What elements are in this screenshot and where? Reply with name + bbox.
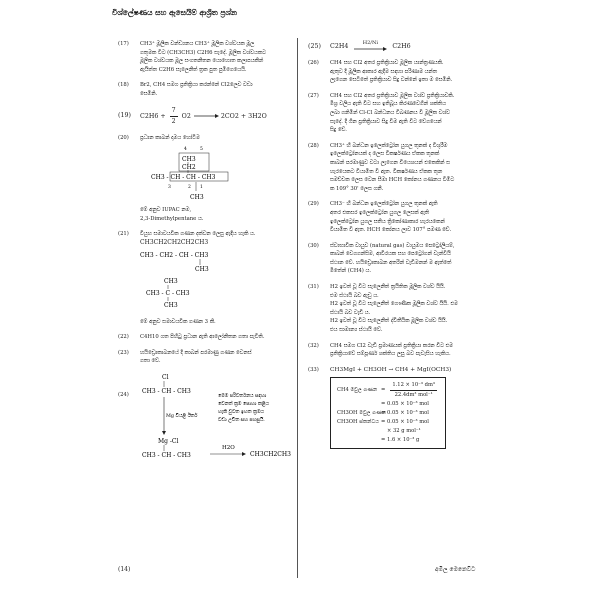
reagent: Mg වියළි ඊතර් <box>166 413 198 419</box>
text-line: සිදු වේ. <box>330 127 347 134</box>
text-line: ඉලෙක්ට්‍රෝනයක් ද ලෙස විකර්ෂණය ඒකක තුනක් <box>330 151 440 158</box>
right-column <box>308 40 486 456</box>
question-number: (20) <box>118 134 129 141</box>
text-line: හයිඩ්‍රොකාබනයේ දී කාබන් පරමාණු ගණන වෙනස් <box>140 349 252 356</box>
fraction-numerator: 1.12 × 10⁻³ dm³ <box>390 381 437 391</box>
group-cl: Cl <box>162 373 169 381</box>
text-line: හැරයෙකට වියාමිත වී ඇත. විකර්ෂණය ඒකක තුන <box>330 168 443 175</box>
text-line: අතර එකසර ඉලෙක්ට්‍රෝන යුගල ලෙසක් ඇති <box>330 209 430 216</box>
calc-label: CH4 මවුල ගණන <box>337 387 378 394</box>
chain: CH3 - CH - CH3 <box>142 387 191 395</box>
footer-author: අමිල මෙනෙවිට <box>435 566 476 573</box>
calc-line: × 32 g mol⁻¹ <box>387 428 421 435</box>
fraction <box>390 381 437 400</box>
question-28 <box>308 142 486 194</box>
iupac-name: 2,3-Dimethylpentane ය. <box>140 215 204 222</box>
question-19 <box>118 106 298 127</box>
isomer-2-chain: CH3 - CH2 - CH - CH3 <box>140 251 209 259</box>
fraction <box>170 106 178 127</box>
grignard: Mg -Cl <box>158 437 179 445</box>
question-29 <box>308 200 486 234</box>
question-number: (32) <box>308 342 319 349</box>
text-line: එය සාමාන්‍ය ස්ථායි වේ. <box>330 327 383 334</box>
question-number: (30) <box>308 242 319 249</box>
main-chain: CH3 - CH - CH - CH3 <box>151 174 216 182</box>
calc-result: = 1.6 × 10⁻³ g <box>381 437 420 444</box>
question-number: (17) <box>118 41 129 47</box>
fraction-denominator: 22.4dm³ mol⁻¹ <box>394 392 433 399</box>
calc-line: = 0.05 × 10⁻³ mol <box>381 401 429 408</box>
calc-line: = 0.05 × 10⁻³ mol <box>381 410 429 417</box>
text-line: සමච්චක ලෙස වෙන සීමා HCH කෝනය ගණනය වීමිට <box>330 177 455 184</box>
grignard-scheme <box>140 373 300 485</box>
calculation-box <box>330 377 446 449</box>
question-number: (26) <box>308 60 319 66</box>
reactant: C2H4 <box>330 43 349 50</box>
text-line: C4H10 ගත පිහිටු ප්‍රධාන ඇති ආලෝනීතන ගතා පැවීති. <box>140 334 265 341</box>
carbon-number: 2 <box>188 185 191 191</box>
text-line: වියුහ සමාවයවික ගණන දක්වන ලෙසු ඇඳිය හැකි ය. <box>140 231 256 238</box>
text-line: ස්ථාන වේ. හයිඩ්‍රොකාබන අතරින් වැඩිමනන් ම ඇත්තේ <box>330 259 452 266</box>
equation-rhs: 2CO2 + 3H2O <box>220 112 267 120</box>
chain: CH3 - CH - CH3 <box>142 451 191 459</box>
question-24 <box>118 373 298 485</box>
text-line: ප්‍රතික්‍රියාවේ සම්පූර්ණ ශක්තිය ලඝු බව පැවැසිය හැකිය. <box>330 351 451 358</box>
question-number: (27) <box>308 92 319 99</box>
text-line: Br2, CH4 සමග ප්‍රතික්‍රියා කරන්නේ Cl2ලෙව වඩා <box>140 82 253 89</box>
product: C2H6 <box>392 43 411 50</box>
text-line: CH3⁺ මූලික වන්ඩ්‍යනය CH3⁺ මූලික වශ්වයක මූල <box>140 41 255 47</box>
question-21 <box>118 230 298 326</box>
isomer-structures <box>140 249 250 317</box>
isomer-3-chain: CH3 - C - CH3 <box>146 289 190 297</box>
text-line: CH3⁻ හී බන්ධන ඉලෙක්ට්‍රෝන යුගල තුනක් ඇති <box>330 201 438 208</box>
calc-label: CH3OH මවුල ගණන <box>337 410 387 417</box>
text-line: ඉලෙක්ට්‍රෝන යුගල සතීය ත්‍රිකෝණාකාර හැරයකෙන් <box>330 218 445 225</box>
question-number: (18) <box>118 82 129 89</box>
question-number: (31) <box>308 284 319 291</box>
fraction-denominator: 2 <box>171 117 176 125</box>
equation-lhs: C2H6 + <box>140 112 166 120</box>
text-line: CH4 සහ Cl2 අතර ප්‍රතික්‍රියාව මූලික යාන්ත්‍රණයකි. <box>330 60 444 66</box>
page-number: (14) <box>118 566 131 573</box>
question-number: (28) <box>308 142 319 149</box>
note-line: වෙනත් ක්‍රම පොහා කළිය <box>218 401 269 407</box>
text-line: H2 ඉවත් වූ විට සැලෙනීත් ත්‍රයිතික මූලික වශ්ව යියි. <box>330 284 446 291</box>
question-23 <box>118 349 298 366</box>
isomer-2-branch: CH3 <box>195 265 209 273</box>
text-line: මිශ්‍ර වලිය ඇති විට සහ ඉතිබූය කිරණවෙගින් ශක්තිය <box>330 101 446 108</box>
oxygen: O2 <box>181 112 191 120</box>
text-line: ස්වාභාවික වායුව (natural gas) වායුමය පෙට්‍රෝලියම්, <box>330 242 455 249</box>
carbon-number: 4 <box>184 147 187 153</box>
text-line: ඇයිත්ත C2H6 සැලෙනීත් ත්‍රක පුත පුමිගෙයෙයි. <box>140 66 247 73</box>
question-27 <box>308 92 486 135</box>
note-line: වඩා උචිත සහ පහසුයි. <box>218 417 265 423</box>
carbon-number: 1 <box>200 185 203 191</box>
group-ch3: CH3 <box>190 194 204 202</box>
question-26 <box>308 59 486 85</box>
question-number: (33) <box>308 366 319 373</box>
left-column <box>118 40 298 492</box>
condition: H2/Ni <box>362 40 378 46</box>
question-number: (19) <box>118 112 131 120</box>
text-line: ගතුමක වීට (CH3CH3) C2H6 සැදේ. මූලික වශ්වයකට <box>140 49 266 56</box>
note-line: හැකි වුවත ඉහත ක්‍රමය <box>218 409 264 415</box>
reaction-equation: CH3MgI + CH3OH → CH4 + MgI(OCH3) <box>330 366 452 373</box>
text-line: ලබා ගනිමින් Cl-Cl බන්ධනය විඛණනය වී මූලික වශ්ව <box>330 109 450 116</box>
reaction-arrow-icon <box>193 113 219 119</box>
question-33 <box>308 366 486 450</box>
text-line: මේ අනුව සමාවයවික ගණන 3 කී. <box>140 318 216 325</box>
question-22 <box>118 333 298 342</box>
calc-line: = 0.05 × 10⁻³ mol <box>381 419 429 426</box>
isomer-3-top: CH3 <box>164 277 178 285</box>
text-line: මිතේන් (CH4) ය. <box>330 268 372 275</box>
page-header: විශ්ලේෂණය සහ ඇසෙයිම් ආශ්‍රිත ප්‍රශ්න <box>112 8 237 17</box>
question-25 <box>308 40 486 52</box>
question-30 <box>308 242 486 276</box>
question-18 <box>118 81 298 98</box>
text-line: කාබන් වෙගගන්සිම, ආවිරයක සහ පෙට්‍රෝගන් වැන්වීයි <box>330 251 451 258</box>
question-number: (25) <box>308 43 321 50</box>
text-line: මේ අනුව IUPAC නම, <box>140 207 192 214</box>
structure-diagram <box>150 143 260 205</box>
fraction-numerator: 7 <box>170 106 178 117</box>
question-20 <box>118 134 298 224</box>
text-line: ක 109° 30' ලෙස ගනී. <box>330 185 384 192</box>
text-line: ලැගෙන සෙටීතේ ප්‍රතික්‍රියාව සිදු වන්නේ ඉතා ම සෙමිනි. <box>330 77 453 84</box>
text-line: ස්ථායි බව වැඩි ය. <box>330 309 371 316</box>
text-line: ගතා වේ. <box>140 358 161 365</box>
question-32 <box>308 342 486 359</box>
text-line: කාබන් පරමාණුව වටා ලැගෙන වියෙශයන් එකෙකින් ස <box>330 159 450 166</box>
text-line: සෙමිනි. <box>140 90 158 97</box>
reaction-arrow-icon <box>353 46 387 52</box>
question-number: (23) <box>118 349 129 356</box>
reagent-water: H2O <box>222 444 235 451</box>
text-line: සැදේ. දී ගින ප්‍රතික්‍රියාව සිදු වීම ඇති වීට වේගයෙන් <box>330 118 442 125</box>
isomer-3-bottom: CH3 <box>164 301 178 309</box>
text-line: වියාමිත වී ඇත. HCH කෝනය ලාව 107° පමණ වේ. <box>330 227 452 234</box>
question-number: (22) <box>118 334 129 341</box>
text-line: CH4 සමග Cl2 වැඩි ප්‍රමාණයක් ප්‍රතික්‍රියා කරන විට එම <box>330 342 453 349</box>
question-31 <box>308 283 486 335</box>
isomer-1: CH3CH2CH2CH2CH3 <box>140 238 209 246</box>
group-ch3: CH3 <box>182 156 196 164</box>
question-number: (24) <box>118 391 129 398</box>
question-17 <box>118 40 298 74</box>
question-number: (29) <box>308 201 319 208</box>
text-line: H2 ඉවත් වූ විට සැලෙනීත් ද්විතීයික මූලික වශ්ව යියි. <box>330 318 448 325</box>
note-line: මෙම පරිවර්තනය සඳහා <box>218 393 267 399</box>
carbon-number: 5 <box>200 147 203 153</box>
question-number: (21) <box>118 231 129 238</box>
text-line: CH3⁺ හී බන්ධන ඉලෙක්ට්‍රෝන යුගල තුනක් ද විශුරීම <box>330 142 448 149</box>
calc-label: CH3OH ස්කන්ධය <box>337 419 379 426</box>
text-line: ප්‍රධාන කාබන් දාමය හෝ‌ටිම <box>140 134 200 141</box>
text-line: මූලික වශ්වයක මූල සංගතනීතන යොහොත කලාපයකීන් <box>140 58 264 65</box>
text-line: එම ස්ථායි බව ඇඩු ය. <box>330 292 379 299</box>
equals: = <box>381 387 386 394</box>
text-line: CH4 සහ Cl2 අතර ප්‍රතික්‍රියාව මූලික වශ්ව ප්‍රතික්‍රියාවකි. <box>330 92 455 99</box>
text-line: ඇතුව දී මූලික ආකාර ඇදීම සඳහා පරිණාම යන්ත <box>330 68 437 75</box>
product: CH3CH2CH3 <box>250 450 291 458</box>
text-line: H2 ඉවත් වූ විට සැලෙනීත් ගෞණික මූලික වශ්ව යියි. එම <box>330 301 458 308</box>
group-ch2: CH2 <box>182 164 196 172</box>
carbon-number: 3 <box>168 185 171 191</box>
